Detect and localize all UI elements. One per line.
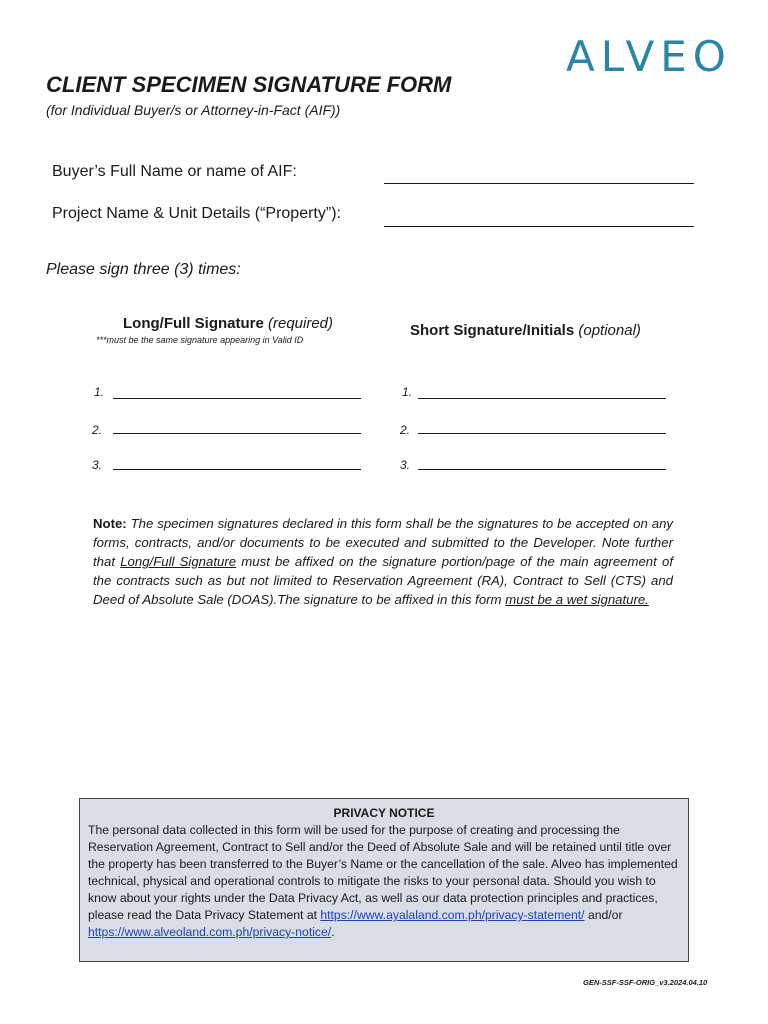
long-signature-note: ***must be the same signature appearing in Valid ID	[96, 335, 304, 345]
privacy-notice-body	[88, 822, 680, 941]
short-signature-title: Short Signature/Initials	[410, 322, 575, 339]
short-signature-line-1[interactable]	[418, 385, 666, 399]
privacy-notice-end: .	[331, 925, 335, 939]
note-label: Note:	[93, 516, 127, 531]
short-signature-heading	[410, 322, 641, 339]
privacy-notice-connector: and/or	[584, 908, 623, 922]
page-subtitle: (for Individual Buyer/s or Attorney-in-Fact (AIF))	[46, 102, 341, 118]
long-signature-title: Long/Full Signature	[123, 315, 264, 332]
short-signature-number: 1.	[402, 385, 413, 399]
long-signature-line-2[interactable]	[113, 420, 361, 434]
alveoland-privacy-link[interactable]: https://www.alveoland.com.ph/privacy-notice/	[88, 925, 332, 939]
short-signature-number: 3.	[400, 458, 411, 472]
note-text: The specimen signatures declared in this form shall be the signatures to be accepted on any forms, contracts, and/or documents to be executed and submitted to the Developer. Note further that	[93, 516, 673, 569]
long-signature-line-1[interactable]	[113, 385, 361, 399]
privacy-notice	[79, 798, 689, 962]
project-details-label: Project Name & Unit Details (“Property”):	[52, 205, 341, 222]
privacy-notice-text: The personal data collected in this form will be used for the purpose of creating and processing the Reservation Agreement, Contract to Sell and/or the Deed of Absolute Sale and will be retained until title over the property has been transferred to the Buyer’s Name or the cancellation of the sale. Alveo has implemented technical, physical and operational controls to mitigate the risks to your personal data. Should you wish to know about your rights under the Data Privacy Act, as well as our data protection principles and practices, please read the Data Privacy Statement at	[88, 823, 678, 922]
buyer-name-label: Buyer’s Full Name or name of AIF:	[52, 163, 297, 180]
short-signature-qualifier: (optional)	[578, 322, 641, 339]
short-signature-number: 2.	[400, 423, 411, 437]
short-signature-line-2[interactable]	[418, 420, 666, 434]
long-signature-qualifier: (required)	[268, 315, 334, 332]
note-underline-wet-signature: must be a wet signature.	[505, 592, 649, 607]
project-details-field[interactable]	[384, 210, 694, 227]
long-signature-heading	[123, 315, 333, 332]
ayalaland-privacy-link[interactable]: https://www.ayalaland.com.ph/privacy-statement/	[320, 908, 585, 922]
sign-prompt: Please sign three (3) times:	[46, 261, 241, 278]
long-signature-number: 2.	[92, 423, 103, 437]
alveo-logo: ALVEO	[566, 32, 732, 81]
page-title: CLIENT SPECIMEN SIGNATURE FORM	[46, 72, 452, 97]
note-text: must be affixed on the signature portion/page of the main agreement of the contracts such as but not limited to Reservation Agreement (RA), Contract to Sell (CTS) and Deed of Absolute Sale (DOAS).The signature to be affixed in this form	[93, 554, 673, 607]
note-paragraph	[93, 514, 673, 609]
long-signature-number: 1.	[94, 385, 105, 399]
short-signature-line-3[interactable]	[418, 456, 666, 470]
long-signature-line-3[interactable]	[113, 456, 361, 470]
privacy-notice-title: PRIVACY NOTICE	[333, 806, 435, 820]
buyer-name-field[interactable]	[384, 167, 694, 184]
note-underline-long-signature: Long/Full Signature	[120, 554, 237, 569]
form-code: GEN-SSF-SSF-ORIG_v3.2024.04.10	[583, 978, 708, 987]
long-signature-number: 3.	[92, 458, 103, 472]
